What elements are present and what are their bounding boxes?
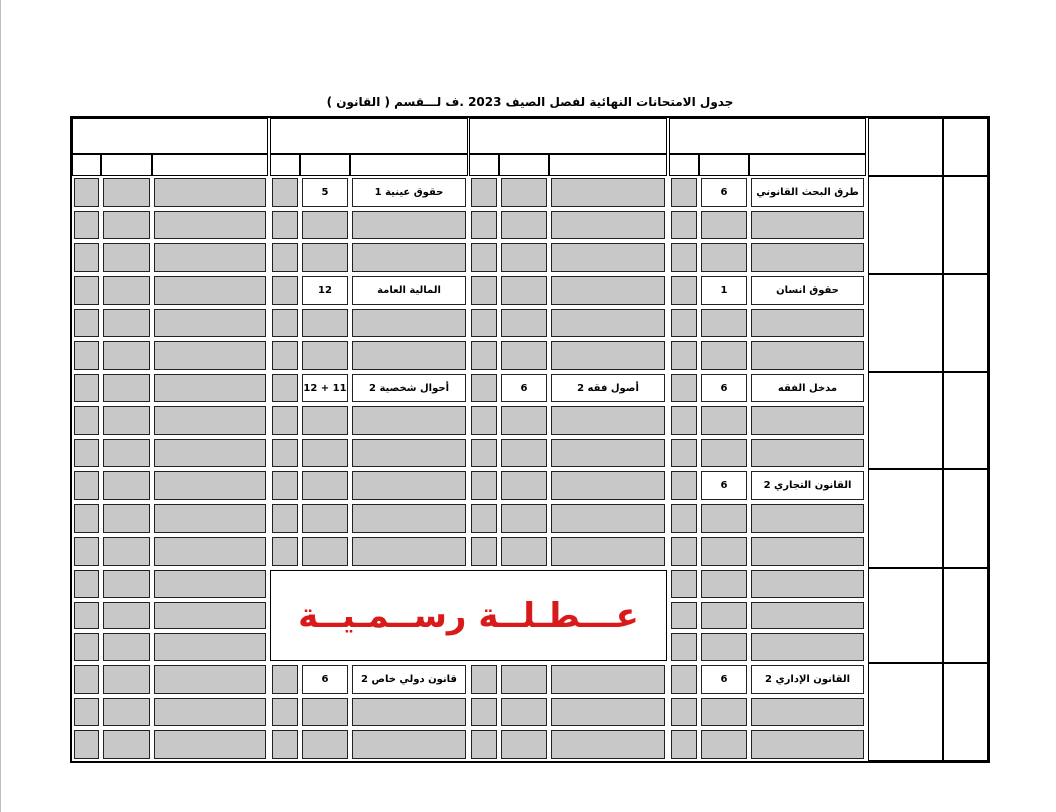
empty-cell <box>302 309 348 337</box>
empty-cell <box>74 211 99 239</box>
empty-cell <box>751 698 864 726</box>
empty-cell <box>302 537 348 566</box>
empty-cell <box>671 570 697 598</box>
empty-cell <box>551 665 665 694</box>
empty-cell <box>154 276 266 305</box>
empty-cell <box>751 439 864 467</box>
empty-cell <box>501 178 547 207</box>
empty-cell <box>701 504 747 533</box>
empty-cell <box>751 537 864 566</box>
empty-cell <box>154 211 266 239</box>
empty-cell <box>272 243 298 272</box>
empty-cell <box>154 439 266 467</box>
room-cell: 5 <box>302 178 348 207</box>
header-subject <box>549 154 667 176</box>
empty-cell <box>103 633 150 661</box>
empty-cell <box>671 537 697 566</box>
page-edge-line <box>0 0 1 812</box>
empty-cell <box>74 341 99 370</box>
empty-cell <box>501 243 547 272</box>
empty-cell <box>74 471 99 500</box>
empty-cell <box>154 178 266 207</box>
empty-cell <box>751 211 864 239</box>
empty-cell <box>272 698 298 726</box>
empty-cell <box>272 537 298 566</box>
empty-cell <box>352 406 466 435</box>
empty-cell <box>74 665 99 694</box>
empty-cell <box>103 276 150 305</box>
time-slot-3 <box>270 118 468 154</box>
empty-cell <box>74 309 99 337</box>
empty-cell <box>471 730 497 759</box>
empty-cell <box>103 309 150 337</box>
room-cell: 6 <box>302 665 348 694</box>
empty-cell <box>471 309 497 337</box>
empty-cell <box>103 504 150 533</box>
schedule-title: جدول الامتحانات النهائية لفصل الصيف 2023 .ف لـــقسم ( القانون ) <box>326 95 734 109</box>
empty-cell <box>352 698 466 726</box>
empty-cell <box>74 276 99 305</box>
header-gap <box>270 154 300 176</box>
header-room <box>101 154 152 176</box>
subject-cell: أحوال شخصية 2 <box>352 374 466 402</box>
empty-cell <box>302 341 348 370</box>
empty-cell <box>272 341 298 370</box>
exam-schedule-table <box>70 116 990 763</box>
empty-cell <box>751 570 864 598</box>
empty-cell <box>74 570 99 598</box>
empty-cell <box>154 374 266 402</box>
empty-cell <box>103 178 150 207</box>
empty-cell <box>352 537 466 566</box>
empty-cell <box>352 341 466 370</box>
exam-date <box>868 663 943 761</box>
empty-cell <box>471 537 497 566</box>
empty-cell <box>103 406 150 435</box>
empty-cell <box>701 211 747 239</box>
empty-cell <box>551 211 665 239</box>
empty-cell <box>471 439 497 467</box>
empty-cell <box>701 309 747 337</box>
empty-cell <box>551 341 665 370</box>
empty-cell <box>103 439 150 467</box>
empty-cell <box>671 178 697 207</box>
subject-cell: مدخل الفقه <box>751 374 864 402</box>
room-cell: 6 <box>501 374 547 402</box>
empty-cell <box>154 730 266 759</box>
empty-cell <box>501 406 547 435</box>
empty-cell <box>751 406 864 435</box>
empty-cell <box>471 211 497 239</box>
empty-cell <box>352 243 466 272</box>
empty-cell <box>551 178 665 207</box>
holiday-notice: عـــطـلــة رســمـيــة <box>270 570 667 661</box>
empty-cell <box>74 730 99 759</box>
empty-cell <box>551 471 665 500</box>
empty-cell <box>302 406 348 435</box>
empty-cell <box>103 471 150 500</box>
exam-date <box>868 469 943 568</box>
header-gap <box>669 154 699 176</box>
empty-cell <box>154 602 266 629</box>
empty-cell <box>751 243 864 272</box>
empty-cell <box>471 406 497 435</box>
empty-cell <box>272 276 298 305</box>
empty-cell <box>103 211 150 239</box>
empty-cell <box>154 471 266 500</box>
empty-cell <box>751 341 864 370</box>
empty-cell <box>352 504 466 533</box>
empty-cell <box>551 698 665 726</box>
empty-cell <box>471 471 497 500</box>
empty-cell <box>551 439 665 467</box>
empty-cell <box>352 309 466 337</box>
header-room <box>499 154 549 176</box>
empty-cell <box>471 178 497 207</box>
empty-cell <box>701 602 747 629</box>
empty-cell <box>471 374 497 402</box>
empty-cell <box>302 730 348 759</box>
empty-cell <box>154 698 266 726</box>
empty-cell <box>471 341 497 370</box>
empty-cell <box>272 730 298 759</box>
empty-cell <box>74 439 99 467</box>
empty-cell <box>501 730 547 759</box>
empty-cell <box>671 309 697 337</box>
exam-date <box>868 274 943 372</box>
exam-date <box>868 176 943 274</box>
empty-cell <box>103 243 150 272</box>
empty-cell <box>352 471 466 500</box>
empty-cell <box>501 211 547 239</box>
empty-cell <box>701 570 747 598</box>
subject-cell: القانون الإداري 2 <box>751 665 864 694</box>
empty-cell <box>671 243 697 272</box>
empty-cell <box>103 341 150 370</box>
empty-cell <box>671 211 697 239</box>
empty-cell <box>671 602 697 629</box>
empty-cell <box>74 504 99 533</box>
empty-cell <box>302 439 348 467</box>
day-label <box>943 274 988 372</box>
empty-cell <box>671 406 697 435</box>
header-subject <box>350 154 468 176</box>
subject-cell: القانون التجاري 2 <box>751 471 864 500</box>
empty-cell <box>501 665 547 694</box>
empty-cell <box>551 309 665 337</box>
time-slot-2 <box>469 118 667 154</box>
empty-cell <box>751 309 864 337</box>
empty-cell <box>74 537 99 566</box>
empty-cell <box>671 276 697 305</box>
empty-cell <box>272 665 298 694</box>
empty-cell <box>701 439 747 467</box>
empty-cell <box>74 698 99 726</box>
empty-cell <box>103 730 150 759</box>
empty-cell <box>551 504 665 533</box>
exam-date <box>868 372 943 469</box>
empty-cell <box>302 504 348 533</box>
empty-cell <box>751 730 864 759</box>
empty-cell <box>103 602 150 629</box>
empty-cell <box>74 374 99 402</box>
empty-cell <box>352 439 466 467</box>
empty-cell <box>154 243 266 272</box>
empty-cell <box>154 537 266 566</box>
subject-cell: حقوق عينية 1 <box>352 178 466 207</box>
room-cell: 6 <box>701 374 747 402</box>
empty-cell <box>103 537 150 566</box>
empty-cell <box>154 570 266 598</box>
subject-cell: المالية العامة <box>352 276 466 305</box>
header-subject <box>749 154 866 176</box>
empty-cell <box>671 665 697 694</box>
time-slot-1 <box>669 118 866 154</box>
empty-cell <box>302 471 348 500</box>
exam-date <box>868 568 943 663</box>
empty-cell <box>103 665 150 694</box>
empty-cell <box>352 730 466 759</box>
empty-cell <box>671 374 697 402</box>
subject-cell: طرق البحث القانوني <box>751 178 864 207</box>
empty-cell <box>501 504 547 533</box>
empty-cell <box>272 439 298 467</box>
room-cell: 11 + 12 <box>302 374 348 402</box>
header-day <box>943 118 988 176</box>
room-cell: 6 <box>701 471 747 500</box>
empty-cell <box>501 537 547 566</box>
empty-cell <box>302 243 348 272</box>
empty-cell <box>671 471 697 500</box>
empty-cell <box>751 504 864 533</box>
empty-cell <box>671 504 697 533</box>
empty-cell <box>154 633 266 661</box>
room-cell: 6 <box>701 665 747 694</box>
empty-cell <box>671 633 697 661</box>
empty-cell <box>74 243 99 272</box>
empty-cell <box>701 730 747 759</box>
day-label <box>943 663 988 761</box>
empty-cell <box>751 633 864 661</box>
subject-cell: قانون دولي خاص 2 <box>352 665 466 694</box>
empty-cell <box>103 374 150 402</box>
empty-cell <box>302 211 348 239</box>
empty-cell <box>471 504 497 533</box>
empty-cell <box>103 698 150 726</box>
empty-cell <box>154 665 266 694</box>
empty-cell <box>74 602 99 629</box>
empty-cell <box>501 471 547 500</box>
subject-cell: حقوق انسان <box>751 276 864 305</box>
header-room <box>699 154 749 176</box>
empty-cell <box>103 570 150 598</box>
empty-cell <box>501 276 547 305</box>
empty-cell <box>471 276 497 305</box>
empty-cell <box>272 309 298 337</box>
empty-cell <box>551 537 665 566</box>
empty-cell <box>154 309 266 337</box>
empty-cell <box>74 178 99 207</box>
empty-cell <box>501 341 547 370</box>
empty-cell <box>701 243 747 272</box>
empty-cell <box>751 602 864 629</box>
room-cell: 12 <box>302 276 348 305</box>
subject-cell: أصول فقه 2 <box>551 374 665 402</box>
empty-cell <box>154 341 266 370</box>
empty-cell <box>671 439 697 467</box>
header-gap <box>469 154 499 176</box>
empty-cell <box>272 211 298 239</box>
empty-cell <box>471 243 497 272</box>
empty-cell <box>701 406 747 435</box>
empty-cell <box>551 243 665 272</box>
day-label <box>943 568 988 663</box>
empty-cell <box>501 439 547 467</box>
header-date <box>868 118 943 176</box>
header-gap <box>72 154 101 176</box>
empty-cell <box>302 698 348 726</box>
empty-cell <box>154 406 266 435</box>
header-room <box>300 154 350 176</box>
empty-cell <box>551 730 665 759</box>
empty-cell <box>272 406 298 435</box>
empty-cell <box>154 504 266 533</box>
empty-cell <box>352 211 466 239</box>
room-cell: 1 <box>701 276 747 305</box>
empty-cell <box>701 698 747 726</box>
empty-cell <box>701 633 747 661</box>
empty-cell <box>701 537 747 566</box>
empty-cell <box>272 471 298 500</box>
day-label <box>943 372 988 469</box>
day-label <box>943 176 988 274</box>
empty-cell <box>501 698 547 726</box>
empty-cell <box>471 698 497 726</box>
empty-cell <box>551 276 665 305</box>
empty-cell <box>74 406 99 435</box>
empty-cell <box>501 309 547 337</box>
empty-cell <box>272 504 298 533</box>
empty-cell <box>272 178 298 207</box>
room-cell: 6 <box>701 178 747 207</box>
day-label <box>943 469 988 568</box>
empty-cell <box>471 665 497 694</box>
empty-cell <box>671 730 697 759</box>
header-subject <box>152 154 268 176</box>
empty-cell <box>74 633 99 661</box>
empty-cell <box>551 406 665 435</box>
time-slot-4 <box>72 118 268 154</box>
empty-cell <box>671 341 697 370</box>
empty-cell <box>272 374 298 402</box>
empty-cell <box>701 341 747 370</box>
empty-cell <box>671 698 697 726</box>
